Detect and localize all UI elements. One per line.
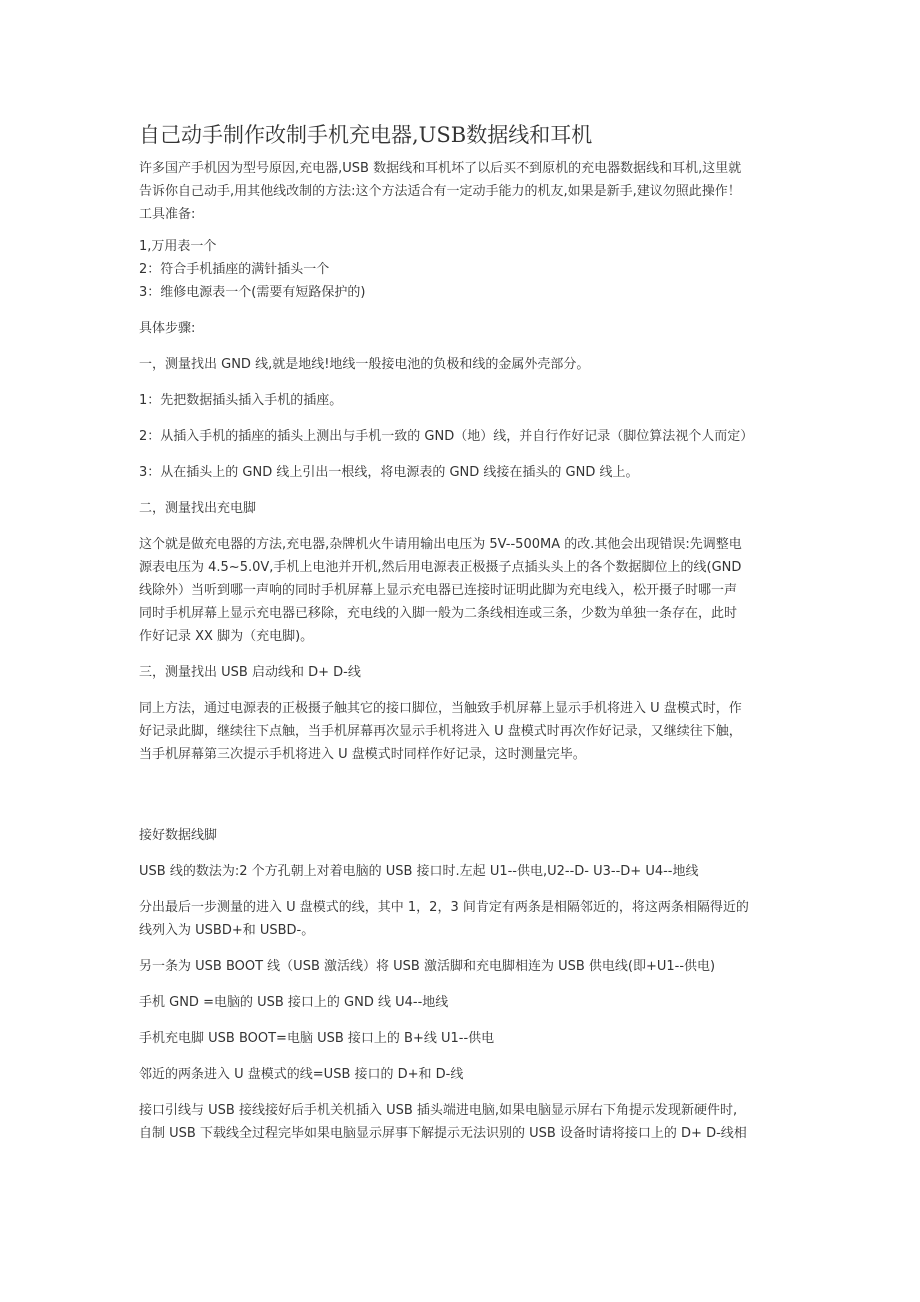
tool-item: 1,万用表一个 — [139, 239, 217, 254]
text-line: 好记录此脚，继续往下点触，当手机屏幕再次显示手机将进入 U 盘模式时再次作好记录，又继续往下触， — [139, 724, 742, 739]
tool-item: 3：维修电源表一个(需要有短路保护的) — [139, 285, 366, 300]
intro-paragraph — [139, 157, 784, 226]
section4-paragraph: 邻近的两条进入 U 盘模式的线=USB 接口的 D+和 D-线 — [139, 1067, 464, 1082]
text-line: 当手机屏幕第三次提示手机将进入 U 盘模式时同样作好记录，这时测量完毕。 — [139, 747, 586, 762]
section4-paragraph — [139, 896, 784, 942]
section1-heading: 一，测量找出 GND 线,就是地线!地线一般接电池的负极和线的金属外壳部分。 — [139, 357, 590, 372]
text-line: 许多国产手机因为型号原因,充电器,USB 数据线和耳机坏了以后买不到原机的充电器数据线和耳机,这里就 — [139, 161, 742, 176]
section2-body — [139, 533, 784, 648]
section1-item: 2：从插入手机的插座的插头上测出与手机一致的 GND（地）线，并自行作好记录（脚位算法视个人而定） — [139, 429, 754, 444]
text-line: 同上方法，通过电源表的正极摄子触其它的接口脚位，当触致手机屏幕上显示手机将进入 U 盘模式时，作 — [139, 701, 742, 716]
text-line: 接口引线与 USB 接线接好后手机关机插入 USB 插头端进电脑,如果电脑显示屏右下角提示发现新硬件时, — [139, 1103, 738, 1118]
document-title: 自己动手制作改制手机充电器,USB数据线和耳机 — [139, 123, 593, 147]
text-line: 同时手机屏幕上显示充电器已移除，充电线的入脚一般为二条线相连或三条，少数为单独一条存在，此时 — [139, 606, 738, 621]
section1-item: 1：先把数据插头插入手机的插座。 — [139, 393, 343, 408]
section3-heading: 三，测量找出 USB 启动线和 D+ D-线 — [139, 665, 361, 680]
text-line: 分出最后一步测量的进入 U 盘模式的线，其中 1，2，3 间肯定有两条是相隔邻近的，将这两条相隔得近的 — [139, 900, 749, 915]
text-line: 自制 USB 下载线全过程完毕如果电脑显示屏事下解提示无法识别的 USB 设备时请将接口上的 D+ D-线相 — [139, 1126, 747, 1141]
document-page — [139, 120, 784, 1145]
section4-paragraph: 另一条为 USB BOOT 线（USB 激活线）将 USB 激活脚和充电脚相连为 USB 供电线(即+U1--供电) — [139, 959, 716, 974]
tool-item: 2：符合手机插座的满针插头一个 — [139, 262, 330, 277]
text-line: 工具准备: — [139, 207, 196, 222]
text-line: 源表电压为 4.5~5.0V,手机上电池并开机,然后用电源表正极摄子点插头头上的各个数据脚位上的线(GND — [139, 560, 742, 575]
section4-paragraph: 手机 GND =电脑的 USB 接口上的 GND 线 U4--地线 — [139, 995, 449, 1010]
section4-paragraph: USB 线的数法为:2 个方孔朝上对着电脑的 USB 接口时.左起 U1--供电,U2--D- U3--D+ U4--地线 — [139, 864, 699, 879]
section1-item: 3：从在插头上的 GND 线上引出一根线，将电源表的 GND 线接在插头的 GND 线上。 — [139, 465, 639, 480]
text-line: 作好记录 XX 脚为（充电脚)。 — [139, 629, 314, 644]
steps-heading: 具体步骤: — [139, 321, 196, 336]
section4-paragraph — [139, 1099, 784, 1145]
section4-paragraph: 手机充电脚 USB BOOT=电脑 USB 接口上的 B+线 U1--供电 — [139, 1031, 495, 1046]
text-line: 这个就是做充电器的方法,充电器,杂牌机火牛请用输出电压为 5V--500MA 的改.其他会出现错误:先调整电 — [139, 537, 742, 552]
text-line: 线列入为 USBD+和 USBD-。 — [139, 923, 315, 938]
text-line: 告诉你自己动手,用其他线改制的方法:这个方法适合有一定动手能力的机友,如果是新手,建议勿照此操作！ — [139, 184, 741, 199]
section2-heading: 二，测量找出充电脚 — [139, 501, 257, 516]
section3-body — [139, 697, 784, 766]
text-line: 线除外）当听到哪一声响的同时手机屏幕上显示充电器已连接时证明此脚为充电线入，松开摄子时哪一声 — [139, 583, 738, 598]
tools-list — [139, 235, 784, 304]
section4-heading: 接好数据线脚 — [139, 828, 218, 843]
